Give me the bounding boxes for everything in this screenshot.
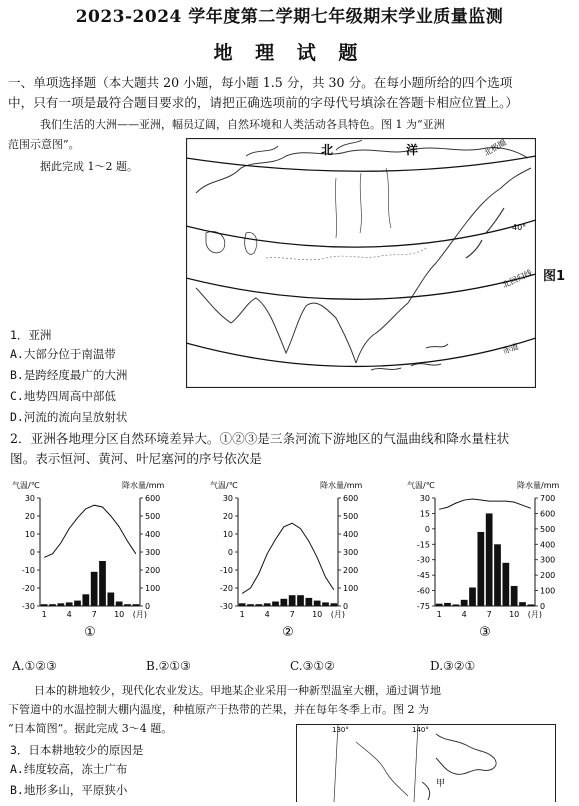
climate-chart-3 xyxy=(405,476,579,646)
precip-bar xyxy=(330,603,337,606)
precip-tick-label: 0 xyxy=(343,602,349,611)
q1-stem: 1．亚洲 xyxy=(10,328,52,342)
precip-tick-label: 400 xyxy=(145,530,161,539)
month-tick-label: (月) xyxy=(132,610,147,619)
precip-tick-label: 100 xyxy=(540,586,556,596)
q2-stem-line2: 图。表示恒河、黄河、叶尼塞河的序号依次是 xyxy=(10,451,262,466)
temp-tick-label: -15 xyxy=(416,540,430,550)
climate-chart-2 xyxy=(208,476,383,646)
temp-axis-label: 气温/℃ xyxy=(210,481,238,490)
temp-tick-label: 30 xyxy=(419,494,430,503)
precip-bar xyxy=(444,603,451,606)
precip-bar xyxy=(436,604,443,606)
precip-tick-label: 300 xyxy=(145,548,161,557)
precip-bar xyxy=(322,602,329,606)
month-tick-label: 4 xyxy=(264,610,270,619)
section-instruction-line1: 一、单项选择题（本大题共 20 小题，每小题 1.5 分，共 30 分。在每小题所给的四个选项 xyxy=(8,75,513,90)
temp-tick-label: -10 xyxy=(21,566,35,575)
precip-bar xyxy=(91,572,98,606)
month-tick-label: 1 xyxy=(436,610,442,619)
place-jia: 甲 xyxy=(436,779,446,789)
precip-bar xyxy=(41,604,48,606)
precip-bar xyxy=(461,600,468,606)
precip-axis-label: 降水量/mm xyxy=(517,481,560,490)
precip-bar xyxy=(502,563,509,606)
q3-stem: 3．日本耕地较少的原因是 xyxy=(10,743,144,757)
month-tick-label: 10 xyxy=(509,610,520,619)
precip-bar xyxy=(82,594,89,606)
precip-tick-label: 400 xyxy=(343,530,359,539)
precip-bar xyxy=(247,604,254,606)
precip-bar xyxy=(469,587,476,606)
ocean-label-yang: 洋 xyxy=(406,143,419,157)
lon140-label: 140° xyxy=(412,726,429,734)
month-tick-label: 7 xyxy=(91,610,97,619)
exam-title: 2023-2024 学年度第二学期七年级期末学业质量监测 xyxy=(75,7,504,27)
q3-option-b[interactable]: B.地形多山，平原狭小 xyxy=(10,783,128,797)
passage2-line1: 日本的耕地较少，现代化农业发达。甲地某企业采用一种新型温室大棚，通过调节地 xyxy=(34,684,441,697)
precip-tick-label: 500 xyxy=(343,512,359,521)
temperature-curve xyxy=(242,523,334,593)
precip-bar xyxy=(255,604,262,606)
equator-label: 赤道 xyxy=(501,341,520,356)
temp-tick-label: -20 xyxy=(21,584,35,593)
chart-number-label: ① xyxy=(84,625,96,640)
temp-tick-label: -30 xyxy=(21,602,35,611)
passage1-line1: 我们生活的大洲——亚洲，幅员辽阔，自然环境和人类活动各具特色。图 1 为“亚洲 xyxy=(40,118,445,131)
precip-bar xyxy=(132,604,139,606)
q1-option-b[interactable]: B.是跨经度最广的大洲 xyxy=(10,368,128,382)
passage2-line2: 下管道中的水温控制大棚内温度，种植原产于热带的芒果，并在每年冬季上市。图 2 为 xyxy=(8,703,429,716)
temp-tick-label: 20 xyxy=(24,512,35,521)
precip-bar xyxy=(107,593,114,607)
precip-tick-label: 600 xyxy=(343,494,359,503)
temp-tick-label: 30 xyxy=(24,494,35,503)
passage1-line3: 据此完成 1～2 题。 xyxy=(40,160,138,173)
asia-range-map xyxy=(186,138,536,388)
tropic-label: 北回归线 xyxy=(501,268,534,290)
precip-bar xyxy=(272,602,279,607)
arctic-circle-label: 北极圈 xyxy=(482,138,508,158)
precip-tick-label: 0 xyxy=(145,602,151,611)
precip-tick-label: 100 xyxy=(145,584,161,593)
precip-bar xyxy=(452,604,459,606)
q2-stem-line1: 2．亚洲各地理分区自然环境差异大。①②③是三条河流下游地区的气温曲线和降水量柱状 xyxy=(10,431,510,446)
subject-title: 地 理 试 题 xyxy=(213,42,366,64)
temp-tick-label: -45 xyxy=(416,571,430,581)
precip-tick-label: 100 xyxy=(343,584,359,593)
temp-tick-label: 15 xyxy=(419,509,430,519)
month-tick-label: 7 xyxy=(289,610,295,619)
precip-tick-label: 600 xyxy=(540,509,556,519)
precip-axis-label: 降水量/mm xyxy=(320,481,363,490)
precip-bar xyxy=(519,602,526,606)
precip-tick-label: 300 xyxy=(540,555,556,565)
precip-tick-label: 600 xyxy=(145,494,161,503)
precip-tick-label: 700 xyxy=(540,494,556,503)
precip-bar xyxy=(280,599,287,606)
temp-tick-label: -10 xyxy=(219,566,233,575)
precip-bar xyxy=(527,604,534,606)
temp-tick-label: -60 xyxy=(416,586,430,596)
precip-bar xyxy=(116,602,123,607)
month-tick-label: 10 xyxy=(312,610,323,619)
temp-tick-label: 20 xyxy=(222,512,233,521)
temp-tick-label: 10 xyxy=(24,530,35,539)
month-tick-label: (月) xyxy=(527,610,542,619)
figure1-label: 图1 xyxy=(543,269,566,284)
precip-tick-label: 500 xyxy=(145,512,161,521)
precip-bar xyxy=(494,544,501,606)
precip-bar xyxy=(264,603,271,606)
q2-option-b[interactable]: B.②①③ xyxy=(146,659,191,673)
precip-bar xyxy=(99,561,106,606)
precip-bar xyxy=(477,532,484,606)
month-tick-label: 10 xyxy=(114,610,125,619)
precip-bar xyxy=(511,586,518,606)
lat40-label: 40° xyxy=(512,223,527,232)
japan-map xyxy=(296,724,556,802)
q3-option-a[interactable]: A.纬度较高，冻土广布 xyxy=(10,762,128,776)
precip-tick-label: 200 xyxy=(540,571,556,581)
precip-bar xyxy=(297,595,304,606)
precip-tick-label: 200 xyxy=(145,566,161,575)
climate-chart-1 xyxy=(10,476,185,646)
temp-axis-label: 气温/℃ xyxy=(407,481,435,490)
month-tick-label: 1 xyxy=(41,610,47,619)
precip-bar xyxy=(49,604,56,606)
passage2-line3: “日本简图”。据此完成 3～4 题。 xyxy=(8,722,173,735)
month-tick-label: 4 xyxy=(66,610,72,619)
precip-bar xyxy=(305,598,312,606)
q1-option-c[interactable]: C.地势四周高中部低 xyxy=(10,389,116,403)
passage1-line2: 范围示意图”。 xyxy=(8,138,80,151)
precip-bar xyxy=(74,601,81,606)
precip-bar xyxy=(289,595,296,606)
temp-tick-label: -75 xyxy=(416,602,430,611)
precip-tick-label: 500 xyxy=(540,524,556,534)
precip-bar xyxy=(314,601,321,606)
precip-bar xyxy=(57,603,64,606)
temp-tick-label: -30 xyxy=(219,602,233,611)
temp-tick-label: -30 xyxy=(416,555,430,565)
q2-option-d[interactable]: D.③②① xyxy=(430,659,476,673)
ocean-label-north: 北 xyxy=(321,143,334,157)
month-tick-label: 7 xyxy=(486,610,492,619)
temp-tick-label: -20 xyxy=(219,584,233,593)
temp-axis-label: 气温/℃ xyxy=(12,481,40,490)
temperature-curve xyxy=(44,505,136,557)
q2-option-a[interactable]: A.①②③ xyxy=(12,659,57,673)
precip-tick-label: 300 xyxy=(343,548,359,557)
chart-number-label: ③ xyxy=(479,625,491,640)
precip-tick-label: 200 xyxy=(343,566,359,575)
temp-tick-label: 30 xyxy=(222,494,233,503)
precip-tick-label: 0 xyxy=(540,602,546,611)
precip-bar xyxy=(66,602,73,606)
temp-tick-label: 0 xyxy=(29,548,35,557)
q1-option-a[interactable]: A.大部分位于南温带 xyxy=(10,347,116,361)
temp-tick-label: 0 xyxy=(227,548,233,557)
temperature-curve xyxy=(439,499,531,509)
lon130-label: 130° xyxy=(332,726,349,734)
section-instruction-line2: 中，只有一项是最符合题目要求的，请把正确选项前的字母代号填涂在答题卡相应位置上。） xyxy=(8,95,519,110)
q1-option-d[interactable]: D.河流的流向呈放射状 xyxy=(10,410,128,424)
precip-bar xyxy=(486,513,493,606)
precip-bar xyxy=(124,604,131,606)
q2-option-c[interactable]: C.③①② xyxy=(290,659,335,673)
temp-tick-label: 10 xyxy=(222,530,233,539)
chart-number-label: ② xyxy=(282,625,294,640)
temp-tick-label: 0 xyxy=(424,524,430,534)
precip-axis-label: 降水量/mm xyxy=(122,481,165,490)
precip-bar xyxy=(239,603,246,606)
precip-tick-label: 400 xyxy=(540,540,556,550)
month-tick-label: (月) xyxy=(330,610,345,619)
month-tick-label: 1 xyxy=(239,610,245,619)
month-tick-label: 4 xyxy=(461,610,467,619)
